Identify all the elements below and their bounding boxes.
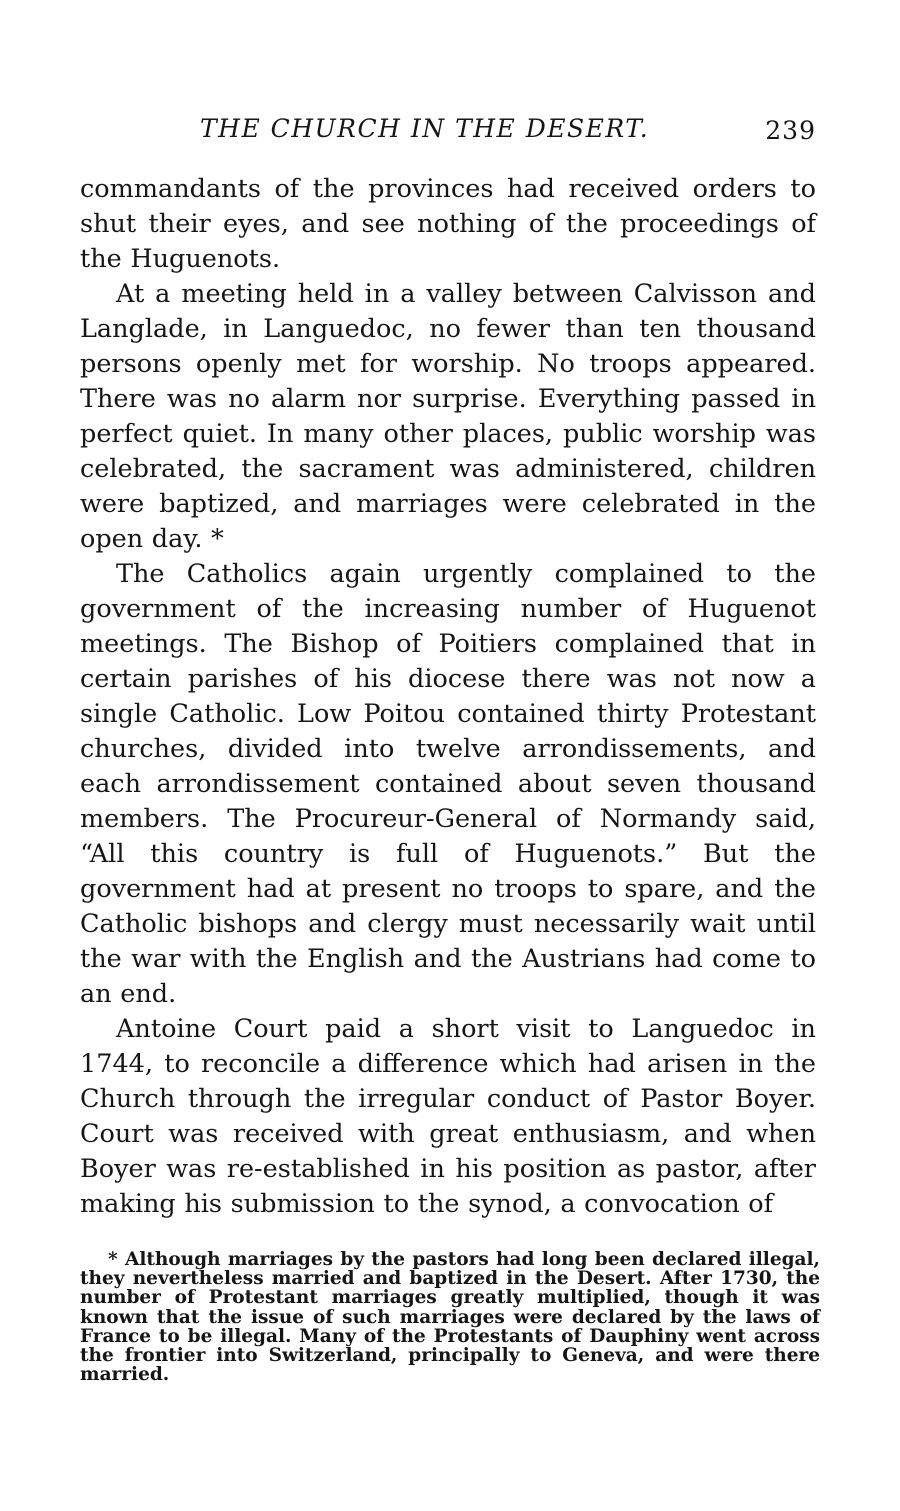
running-head — [80, 110, 816, 158]
paragraph-catholic-complaints: The Catholics again urgently complained to the government of the increasing number of Huguenot meetings. The Bishop of Poitiers complained that in certain parishes of his diocese there was not now a single Catholic. Low Poitou contained thirty Protestant churches, divided into twelve arrondissements, and each arrondissement contained about seven thousand members. The Procureur-General of Normandy said, “All this country is full of Huguenots.” But the government had at present no troops to spare, and the Catholic bishops and clergy must necessarily wait until the war with the English and the Austrians had come to an end. — [80, 559, 816, 1009]
page-number: 239 — [765, 116, 816, 145]
running-title: THE CHURCH IN THE DESERT. — [200, 114, 650, 143]
body-text — [80, 172, 816, 1222]
paragraph-calvisson-meeting: At a meeting held in a valley between Calvisson and Langlade, in Languedoc, no fewer than ten thousand persons openly met for worship. No troops appeared. There was no alarm nor surprise. Everything passed in perfect quiet. In many other places, public worship was celebrated, the sacrament was administered, children were baptized, and marriages were celebrated in the open day. * — [80, 279, 816, 554]
paragraph-continued: commandants of the provinces had received orders to shut their eyes, and see nothing of the proceedings of the Huguenots. — [80, 174, 816, 274]
book-page — [80, 110, 816, 1222]
footnote: * Although marriages by the pastors had long been declared illegal, they nevertheless married and baptized in the Desert. After 1730, the number of Protestant marriages greatly multiplied, though it was known that the issue of such marriages were declared by the laws of France to be illegal. Many of the Protestants of Dauphiny went across the frontier into Switzerland, principally to Geneva, and were there married. — [80, 1249, 820, 1386]
paragraph-antoine-court: Antoine Court paid a short visit to Languedoc in 1744, to reconcile a difference which had arisen in the Church through the irregular conduct of Pastor Boyer. Court was received with great enthusiasm, and when Boyer was re-established in his position as pastor, after making his submission to the synod, a convocation of — [80, 1014, 816, 1219]
